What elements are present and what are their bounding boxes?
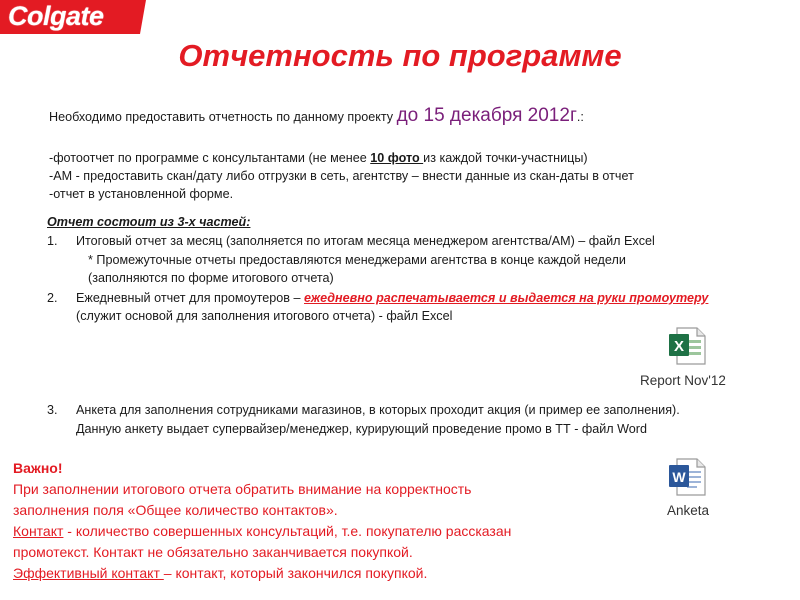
effective-contact-term: Эффективный контакт (13, 565, 164, 581)
requirement-form: -отчет в установленной форме. (49, 187, 234, 201)
effective-contact-def: – контакт, который закончился покупкой. (163, 565, 428, 581)
contact-term: Контакт (13, 523, 64, 539)
logo-text: Colgate (8, 1, 104, 31)
list-item-text: Ежедневный отчет для промоутеров – (76, 291, 304, 305)
deadline-tail: .: (576, 110, 584, 124)
list-item: Анкета для заполнения сотрудниками магазинов, в которых проходит акция (и пример ее заполнения). (76, 403, 680, 417)
anketa-file-label[interactable]: Anketa (667, 503, 710, 518)
list-number: 3. (47, 403, 58, 417)
parts-heading: Отчет состоит из 3-х частей: (47, 215, 251, 229)
page-title: Отчетность по программе (178, 38, 622, 73)
contact-definition-cont: промотекст. Контакт не обязательно заканчивается покупкой. (13, 544, 413, 560)
list-item: Итоговый отчет за месяц (заполняется по итогам месяца менеджером агентства/АМ) – файл Excel (76, 234, 655, 248)
contact-definition (13, 521, 511, 542)
list-item-cont: Данную анкету выдает супервайзер/менеджер, курирующий проведение промо в ТТ - файл Word (76, 422, 647, 436)
list-item-note: * Промежуточные отчеты предоставляются менеджерами агентства в конце каждой недели (88, 253, 626, 267)
deadline: до 15 декабря 2012г (396, 105, 577, 126)
list-item-cont: (служит основой для заполнения итогового отчета) - файл Excel (76, 309, 453, 323)
list-item (76, 289, 708, 308)
effective-contact-definition (13, 563, 427, 584)
daily-print-emphasis: ежедневно распечатывается и выдается на руки промоутеру (304, 291, 709, 305)
word-file-icon[interactable] (667, 457, 707, 497)
report-file-label[interactable]: Report Nov'12 (640, 373, 726, 388)
list-number: 2. (47, 291, 58, 305)
requirement-photo-c: из каждой точки-участницы) (423, 151, 588, 165)
important-line: При заполнении итогового отчета обратить внимание на корректность (13, 481, 472, 497)
excel-file-icon[interactable] (667, 326, 707, 366)
intro-lead: Необходимо предоставить отчетность по данному проекту (49, 110, 397, 124)
requirement-photo-a: -фотоотчет по программе с консультантами (не менее (49, 151, 371, 165)
contact-def: - количество совершенных консультаций, т.е. покупателю рассказан (63, 523, 512, 539)
svg-text:X: X (673, 338, 685, 355)
list-item-note: (заполняются по форме итогового отчета) (88, 271, 334, 285)
colgate-logo (0, 0, 160, 34)
requirement-am: -АМ - предоставить скан/дату либо отгрузки в сеть, агентству – внести данные из скан-даты в отчет (49, 169, 634, 183)
intro-line (49, 106, 584, 127)
svg-text:W: W (672, 469, 686, 485)
important-heading: Важно! (13, 460, 63, 476)
list-number: 1. (47, 234, 58, 248)
requirement-photo-count: 10 фото (370, 151, 424, 165)
requirement-photo (49, 149, 588, 168)
important-line: заполнения поля «Общее количество контактов». (13, 502, 338, 518)
